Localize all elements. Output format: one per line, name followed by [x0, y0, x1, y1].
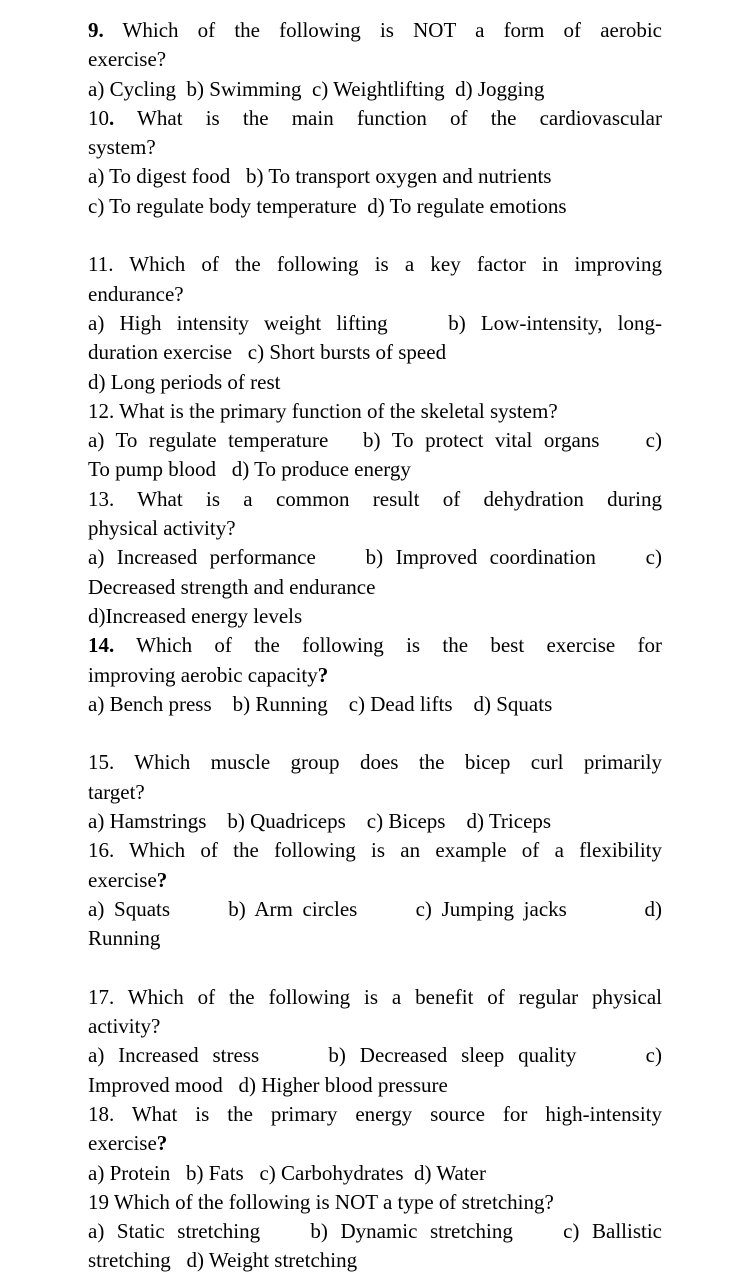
text-run: What is the main function of the cardiovascular [114, 105, 662, 130]
text-line [88, 368, 662, 397]
text-run: Running [88, 926, 161, 951]
text-line [88, 397, 662, 426]
text-run: a) Static stretching b) Dynamic stretching c) Ballistic [88, 1219, 662, 1244]
text-line [88, 1159, 662, 1188]
text-line [88, 1012, 662, 1041]
text-run: a) Cycling b) Swimming c) Weightlifting d) Jogging [88, 76, 545, 101]
text-run: a) Protein b) Fats c) Carbohydrates d) Water [88, 1160, 486, 1185]
text-run: 18. What is the primary energy source for high-intensity [88, 1101, 662, 1126]
text-line [88, 924, 662, 953]
text-line [88, 543, 662, 572]
text-line [88, 250, 662, 279]
text-line [88, 485, 662, 514]
text-line [88, 455, 662, 484]
bold-text-run: . [109, 105, 115, 130]
text-run: Decreased strength and endurance [88, 574, 376, 599]
text-run: exercise? [88, 47, 167, 72]
text-line [88, 631, 662, 660]
bold-text-run: ? [317, 662, 329, 687]
text-run: a) To regulate temperature b) To protect vital organs c) [88, 428, 662, 453]
text-run: 11. Which of the following is a key factor in improving [88, 252, 662, 277]
text-line [88, 983, 662, 1012]
text-run: target? [88, 779, 145, 804]
text-line [88, 748, 662, 777]
text-run: activity? [88, 1014, 161, 1039]
text-line [88, 280, 662, 309]
text-run: system? [88, 135, 156, 160]
bold-text-run: 9. [88, 18, 104, 42]
text-line [88, 309, 662, 338]
text-line [88, 1217, 662, 1246]
text-line [88, 104, 662, 133]
text-line [88, 192, 662, 221]
text-line [88, 162, 662, 191]
text-line [88, 1246, 662, 1275]
text-line [88, 807, 662, 836]
bold-text-run: ? [156, 867, 168, 892]
text-line [88, 16, 662, 45]
blank-line [88, 719, 662, 748]
text-run: a) Hamstrings b) Quadriceps c) Biceps d) Triceps [88, 809, 552, 834]
blank-line [88, 221, 662, 250]
text-line [88, 690, 662, 719]
text-line [88, 133, 662, 162]
text-run: a) Bench press b) Running c) Dead lifts d) Squats [88, 691, 553, 716]
text-run: 10 [88, 105, 109, 130]
text-line [88, 1100, 662, 1129]
text-run: duration exercise c) Short bursts of speed [88, 340, 447, 365]
text-run: stretching d) Weight stretching [88, 1248, 358, 1273]
text-run: physical activity? [88, 516, 236, 541]
text-line [88, 661, 662, 690]
text-run: 13. What is a common result of dehydration during [88, 486, 662, 511]
text-run: a) Squats b) Arm circles c) Jumping jacks d) [88, 896, 662, 921]
text-line [88, 338, 662, 367]
text-run: a) High intensity weight lifting b) Low-intensity, long- [88, 310, 662, 335]
bold-text-run: ? [156, 1131, 168, 1156]
text-line [88, 514, 662, 543]
text-line [88, 778, 662, 807]
text-line [88, 1129, 662, 1158]
text-line [88, 573, 662, 602]
text-run: a) Increased performance b) Improved coordination c) [88, 545, 662, 570]
text-run: 16. Which of the following is an example of a flexibility [88, 838, 662, 863]
text-line [88, 75, 662, 104]
text-run: a) Increased stress b) Decreased sleep quality c) [88, 1043, 662, 1068]
text-line [88, 1188, 662, 1217]
text-run: Which of the following is the best exercise for [114, 633, 662, 658]
text-run: Which of the following is NOT a form of aerobic [103, 18, 662, 42]
text-line [88, 836, 662, 865]
blank-line [88, 954, 662, 983]
text-run: exercise [88, 1131, 157, 1156]
text-run: 19 Which of the following is NOT a type of stretching? [88, 1189, 554, 1214]
text-line [88, 1071, 662, 1100]
text-run: c) To regulate body temperature d) To regulate emotions [88, 193, 567, 218]
text-run: d) Long periods of rest [88, 369, 281, 394]
text-line [88, 895, 662, 924]
text-run: 12. What is the primary function of the skeletal system? [88, 398, 558, 423]
text-run: Improved mood d) Higher blood pressure [88, 1072, 448, 1097]
text-run: a) To digest food b) To transport oxygen and nutrients [88, 164, 552, 189]
text-run: d)Increased energy levels [88, 603, 303, 628]
text-line [88, 426, 662, 455]
text-run: 17. Which of the following is a benefit of regular physical [88, 984, 662, 1009]
text-run: endurance? [88, 281, 184, 306]
text-line [88, 45, 662, 74]
text-run: 15. Which muscle group does the bicep curl primarily [88, 750, 662, 775]
text-line [88, 602, 662, 631]
bold-text-run: 14. [88, 633, 115, 658]
text-run: exercise [88, 867, 157, 892]
text-line [88, 1041, 662, 1070]
text-run: To pump blood d) To produce energy [88, 457, 411, 482]
text-run: improving aerobic capacity [88, 662, 318, 687]
text-line [88, 866, 662, 895]
